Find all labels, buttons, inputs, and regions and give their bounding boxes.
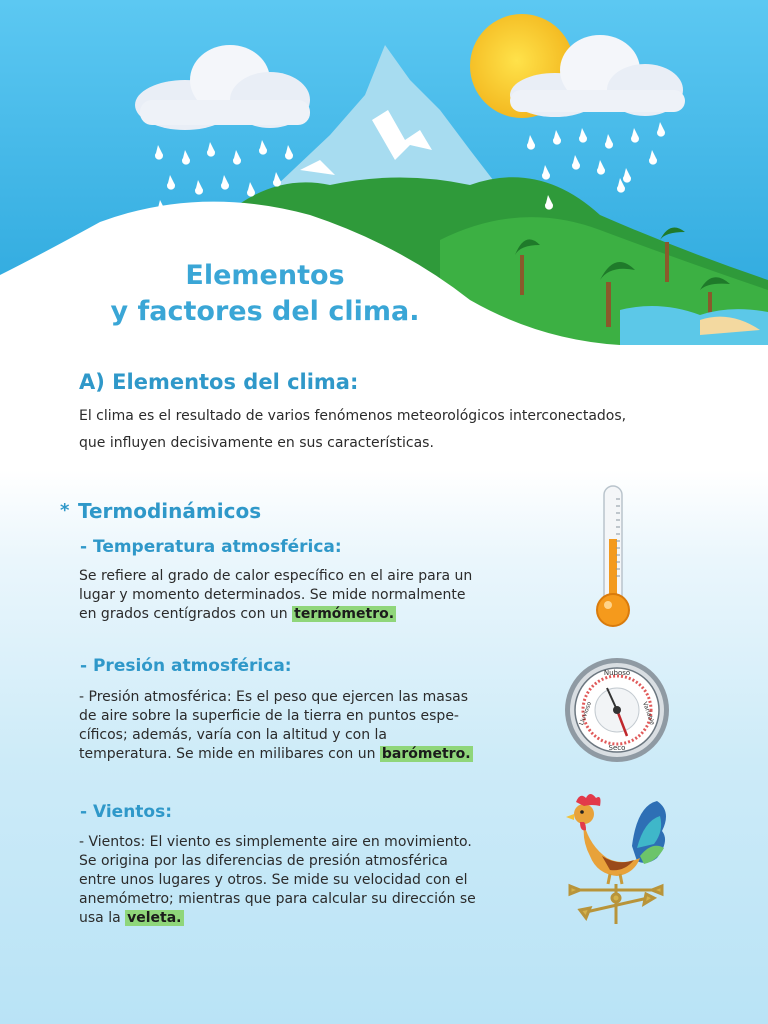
presion-line3: cíficos; además, varía con la altitud y con la bbox=[79, 727, 387, 743]
page-title-line1: Elementos bbox=[185, 260, 345, 291]
temperatura-paragraph bbox=[79, 567, 509, 624]
bullet-star: * bbox=[60, 500, 70, 521]
presion-line4: temperatura. Se mide en milibares con un bbox=[79, 746, 380, 762]
vientos-line2: Se origina por las diferencias de presión atmosférica bbox=[79, 853, 448, 869]
rooster-body bbox=[584, 824, 640, 876]
barometro-highlight: barómetro. bbox=[381, 746, 471, 762]
barometer-label-top: Nuboso bbox=[603, 669, 631, 677]
temperatura-heading: - Temperatura atmosférica: bbox=[80, 537, 342, 557]
vientos-line3: entre unos lugares y otros. Se mide su velocidad con el bbox=[79, 872, 468, 888]
vientos-heading: - Vientos: bbox=[80, 802, 173, 822]
temperatura-line2: lugar y momento determinados. Se mide normalmente bbox=[79, 587, 466, 603]
presion-line1: - Presión atmosférica: Es el peso que ejercen las masas bbox=[79, 689, 468, 705]
thermometer-icon bbox=[590, 484, 640, 630]
rooster-tail bbox=[632, 801, 666, 864]
vane-compass bbox=[570, 884, 662, 924]
presion-heading: - Presión atmosférica: bbox=[80, 656, 292, 676]
vientos-line5: usa la bbox=[79, 910, 126, 926]
temperatura-line1: Se refiere al grado de calor específico en el aire para un bbox=[79, 568, 473, 584]
barometer-icon bbox=[563, 656, 671, 764]
veleta-highlight: veleta. bbox=[127, 910, 182, 926]
temperatura-line3: en grados centígrados con un bbox=[79, 606, 293, 622]
vientos-paragraph bbox=[79, 833, 509, 928]
barometer-label-left: Lluvioso bbox=[578, 700, 594, 727]
page-title bbox=[100, 258, 430, 330]
presion-line2: de aire sobre la superficie de la tierra en puntos espe- bbox=[79, 708, 459, 724]
weather-vane-rooster-icon bbox=[562, 786, 674, 926]
section-a-intro bbox=[79, 403, 699, 457]
section-a-heading: A) Elementos del clima: bbox=[79, 370, 359, 394]
vientos-line4: anemómetro; mientras que para calcular su dirección se bbox=[79, 891, 476, 907]
page-title-line2: y factores del clima. bbox=[110, 296, 420, 327]
barometer-label-right: Variable bbox=[640, 700, 656, 727]
vientos-line1: - Vientos: El viento es simplemente aire en movimiento. bbox=[79, 834, 472, 850]
presion-paragraph bbox=[79, 688, 509, 764]
barometer-label-bottom: Seco bbox=[608, 744, 626, 752]
rooster-head bbox=[566, 794, 601, 830]
intro-line2: que influyen decisivamente en sus características. bbox=[79, 435, 434, 451]
intro-line1: El clima es el resultado de varios fenómenos meteorológicos interconectados, bbox=[79, 408, 627, 424]
termometro-highlight: termómetro. bbox=[294, 606, 395, 622]
termodinamicos-heading: Termodinámicos bbox=[78, 499, 262, 523]
